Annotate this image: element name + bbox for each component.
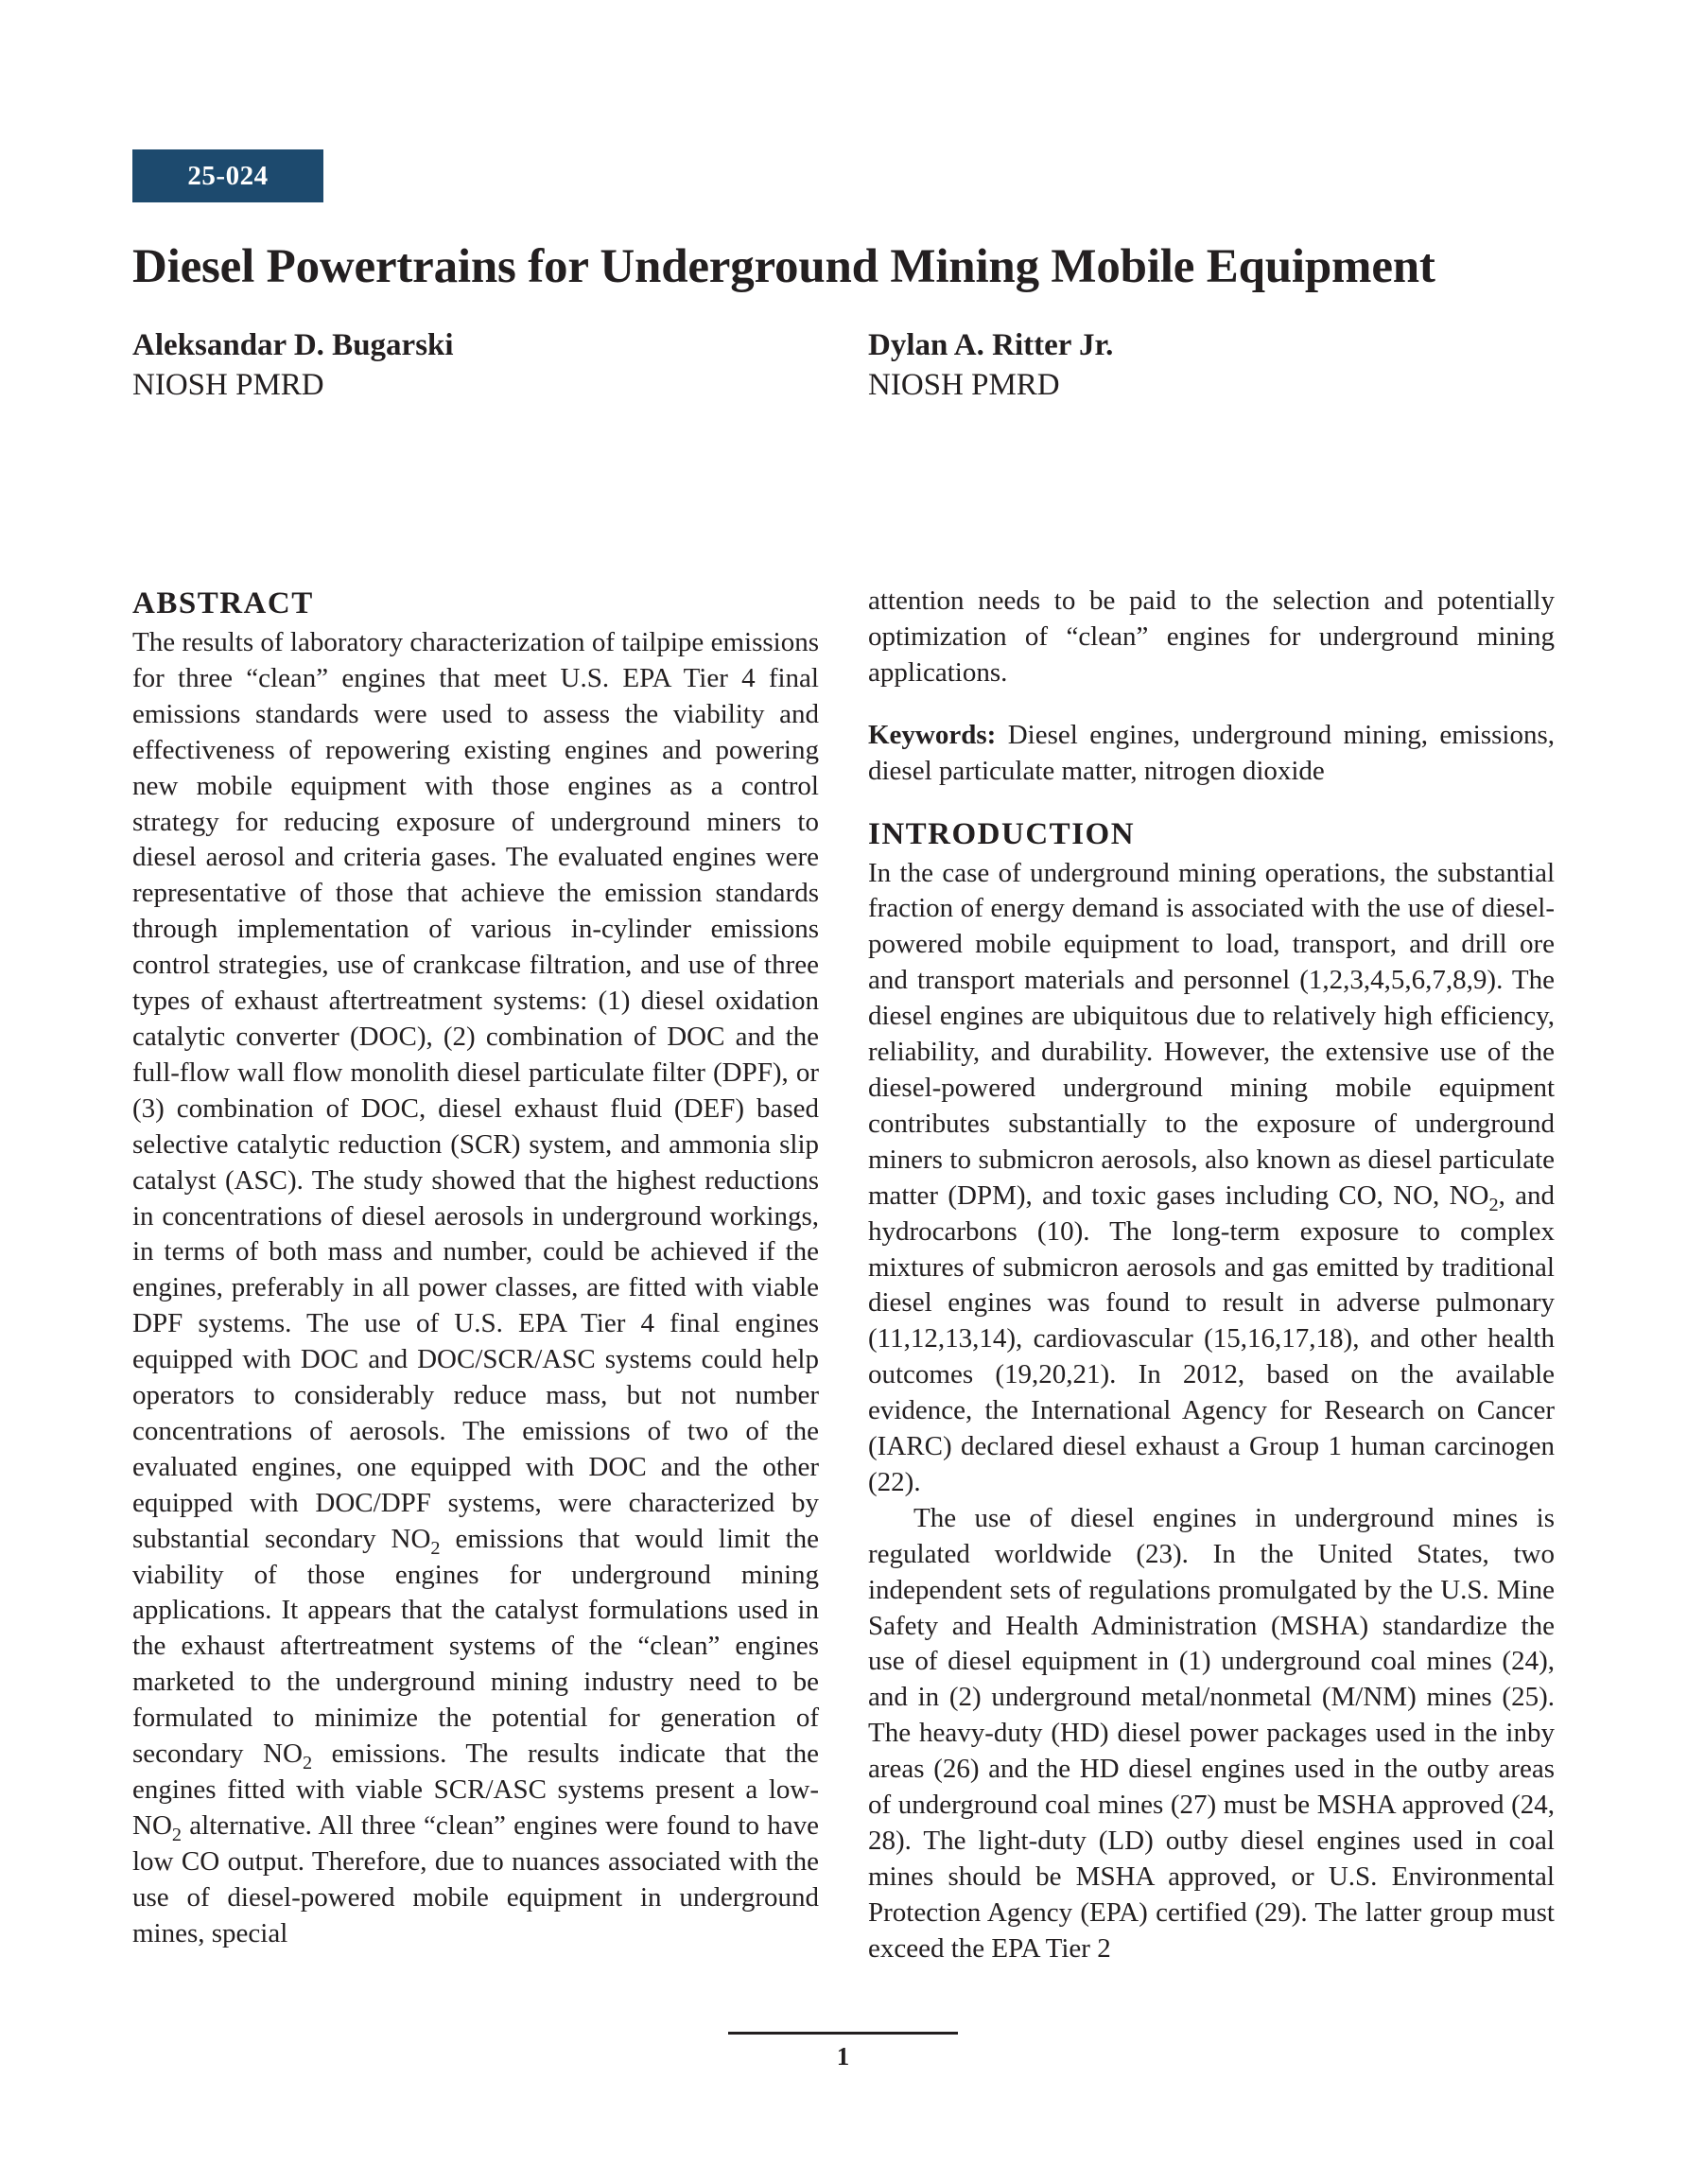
keywords-label: Keywords: xyxy=(868,719,997,750)
abstract-text: emissions that would limit the viability of those engines for underground mining applications. It appears that the catalyst formulations used in the exhaust aftertreatment systems of the “clean” engines marketed to the underground mining industry need to be formulated to minimize the potential for generation of secondary NO xyxy=(132,1523,819,1770)
author-block xyxy=(132,325,738,405)
introduction-heading: INTRODUCTION xyxy=(868,816,1136,851)
subscript: 2 xyxy=(1488,1194,1499,1215)
abstract-paragraph xyxy=(132,625,819,1952)
paper-id-badge: 25-024 xyxy=(132,149,323,202)
intro-paragraph-2: The use of diesel engines in underground mines is regulated worldwide (23). In the United States, two independent sets of regulations promulgated by the U.S. Mine Safety and Health Administration (MSHA) standardize the use of diesel equipment in (1) underground coal mines (24), and in (2) underground metal/nonmetal (M/NM) mines (25). The heavy-duty (HD) diesel power packages used in the inby areas (26) and the HD diesel engines used in the outby areas of underground coal mines (27) must be MSHA approved (24, 28). The light-duty (LD) outby diesel engines used in coal mines should be MSHA approved, or U.S. Environmental Protection Agency (EPA) certified (29). The latter group must exceed the EPA Tier 2 xyxy=(868,1502,1555,1964)
keywords-text: Diesel engines, underground mining, emissions, diesel particulate matter, nitrogen dioxide xyxy=(868,719,1555,786)
left-column xyxy=(132,584,819,1952)
author-name: Dylan A. Ritter Jr. xyxy=(868,328,1114,362)
author-affiliation: NIOSH PMRD xyxy=(132,368,324,402)
abstract-text: alternative. All three “clean” engines were found to have low CO output. Therefore, due to nuances associated with the use of diesel-powered mobile equipment in underground mines, special xyxy=(132,1809,819,1948)
keywords-paragraph xyxy=(868,718,1555,790)
paper-title: Diesel Powertrains for Underground Mining Mobile Equipment xyxy=(132,240,1435,293)
intro-text: , and hydrocarbons (10). The long-term exposure to complex mixtures of submicron aerosols and gas emitted by traditional diesel engines was found to result in adverse pulmonary (11,12,13,14), cardiovascular (15,16,17,18), and other health outcomes (19,20,21). In 2012, based on the available evidence, the International Agency for Research on Cancer (IARC) declared diesel exhaust a Group 1 human carcinogen (22). xyxy=(868,1179,1556,1497)
author-block xyxy=(868,325,1473,405)
page-number: 1 xyxy=(836,2042,850,2070)
intro-text: In the case of underground mining operations, the substantial fraction of energy demand is associated with the use of diesel-powered mobile equipment to load, transport, and drill ore and transport materials and personnel (1,2,3,4,5,6,7,8,9). The diesel engines are ubiquitous due to relatively high efficiency, reliability, and durability. However, the extensive use of the diesel-powered underground mining mobile equipment contributes substantially to the exposure of underground miners to submicron aerosols, also known as diesel particulate matter (DPM), and toxic gases including CO, NO, NO xyxy=(868,857,1555,1211)
abstract-text: The results of laboratory characterization of tailpipe emissions for three “clean” engines that meet U.S. EPA Tier 4 final emissions standards were used to assess the viability and effectiveness of repowering existing engines and powering new mobile equipment with those engines as a control strategy for reducing exposure of underground miners to diesel aerosol and criteria gases. The evaluated engines were representative of those that achieve the emission standards through implementation of various in-cylinder emissions control strategies, use of crankcase filtration, and use of three types of exhaust aftertreatment systems: (1) diesel oxidation catalytic converter (DOC), (2) combination of DOC and the full-flow wall flow monolith diesel particulate filter (DPF), or (3) combination of DOC, diesel exhaust fluid (DEF) based selective catalytic reduction (SCR) system, and ammonia slip catalyst (ASC). The study showed that the highest reductions in concentrations of diesel aerosols in underground workings, in terms of both mass and number, could be achieved if the engines, preferably in all power classes, are fitted with viable DPF systems. The use of U.S. EPA Tier 4 final engines equipped with DOC and DOC/SCR/ASC systems could help operators to considerably reduce mass, but not number concentrations of aerosols. The emissions of two of the evaluated engines, one equipped with DOC and the other equipped with DOC/DPF systems, were characterized by substantial secondary NO xyxy=(132,627,819,1554)
footer-rule xyxy=(728,2032,958,2035)
author-name: Aleksandar D. Bugarski xyxy=(132,328,454,362)
right-column xyxy=(868,584,1555,1967)
abstract-text: emissions. The results indicate that the engines fitted with viable SCR/ASC systems present a low-NO xyxy=(132,1738,819,1841)
author-affiliation: NIOSH PMRD xyxy=(868,368,1060,402)
subscript: 2 xyxy=(171,1824,183,1845)
abstract-continuation: attention needs to be paid to the selection and potentially optimization of “clean” engines for underground mining applications. xyxy=(868,585,1555,688)
subscript: 2 xyxy=(430,1537,441,1559)
intro-paragraph-1 xyxy=(868,856,1555,1501)
abstract-heading: ABSTRACT xyxy=(132,586,314,620)
subscript: 2 xyxy=(302,1752,313,1773)
